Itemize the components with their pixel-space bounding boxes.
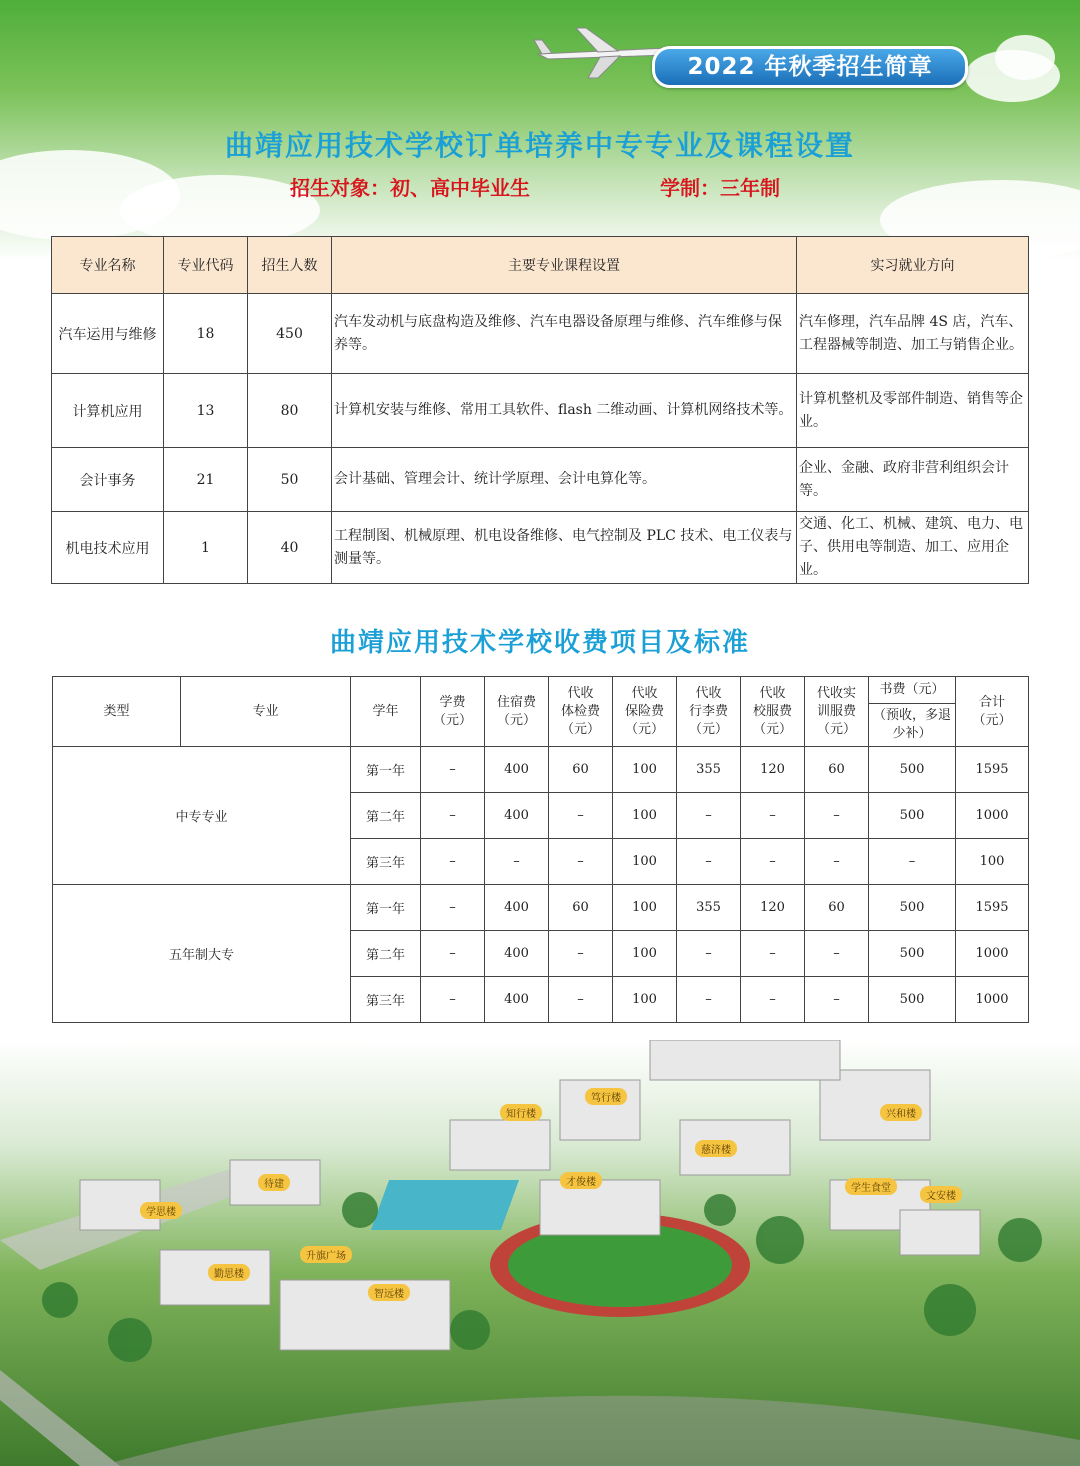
fee-dorm: 400 <box>485 747 549 793</box>
table-row <box>53 885 1029 931</box>
fee-group-label: 五年制大专 <box>53 885 351 1023</box>
fee-uniform: – <box>741 793 805 839</box>
fee-insurance: 100 <box>613 977 677 1023</box>
fee-training: – <box>805 977 869 1023</box>
major-jobs: 企业、金融、政府非营利组织会计等。 <box>797 448 1029 512</box>
fee-uniform: – <box>741 977 805 1023</box>
major-name: 会计事务 <box>52 448 164 512</box>
fee-luggage: 355 <box>677 747 741 793</box>
header-enrollment: 招生人数 <box>248 237 332 294</box>
fee-total: 1595 <box>956 885 1029 931</box>
major-jobs: 汽车修理，汽车品牌 4S 店，汽车、工程器械等制造、加工与销售企业。 <box>797 294 1029 374</box>
table-row <box>52 374 1029 448</box>
fee-total: 1595 <box>956 747 1029 793</box>
fee-books: 500 <box>869 793 956 839</box>
fee-training: 60 <box>805 747 869 793</box>
fee-insurance: 100 <box>613 747 677 793</box>
major-count: 40 <box>248 512 332 584</box>
fee-books: 500 <box>869 931 956 977</box>
fee-checkup: 60 <box>549 747 613 793</box>
header-type: 类型 <box>53 677 181 747</box>
major-name: 机电技术应用 <box>52 512 164 584</box>
table-row <box>53 747 1029 793</box>
major-courses: 工程制图、机械原理、机电设备维修、电气控制及 PLC 技术、电工仪表与测量等。 <box>332 512 797 584</box>
campus-label: 升旗广场 <box>300 1246 352 1263</box>
header-books: 书费（元） （预收，多退 少补） <box>869 677 956 747</box>
campus-label: 兴和楼 <box>880 1104 922 1121</box>
fee-luggage: – <box>677 931 741 977</box>
fee-tuition: – <box>421 793 485 839</box>
fee-insurance: 100 <box>613 793 677 839</box>
campus-label: 才俊楼 <box>560 1172 602 1189</box>
fee-checkup: – <box>549 839 613 885</box>
fee-dorm: 400 <box>485 977 549 1023</box>
header-major-code: 专业代码 <box>164 237 248 294</box>
campus-label: 知行楼 <box>500 1104 542 1121</box>
fee-total: 100 <box>956 839 1029 885</box>
fee-dorm: 400 <box>485 793 549 839</box>
fee-books: 500 <box>869 885 956 931</box>
fee-dorm: 400 <box>485 931 549 977</box>
fee-luggage: – <box>677 839 741 885</box>
major-code: 18 <box>164 294 248 374</box>
major-jobs: 计算机整机及零部件制造、销售等企业。 <box>797 374 1029 448</box>
header-checkup: 代收 体检费 （元） <box>549 677 613 747</box>
header-employment: 实习就业方向 <box>797 237 1029 294</box>
cloud <box>995 35 1055 80</box>
fees-table <box>52 676 1029 1023</box>
fee-year: 第一年 <box>351 885 421 931</box>
major-count: 80 <box>248 374 332 448</box>
fee-checkup: – <box>549 793 613 839</box>
fee-training: – <box>805 839 869 885</box>
school-system: 学制：三年制 <box>660 176 780 200</box>
fee-luggage: – <box>677 977 741 1023</box>
major-count: 450 <box>248 294 332 374</box>
major-code: 1 <box>164 512 248 584</box>
fee-tuition: – <box>421 839 485 885</box>
header-major: 专业 <box>181 677 351 747</box>
fee-training: 60 <box>805 885 869 931</box>
campus-label: 学思楼 <box>140 1202 182 1219</box>
fee-year: 第一年 <box>351 747 421 793</box>
fees-header-row <box>53 677 1029 747</box>
major-jobs: 交通、化工、机械、建筑、电力、电子、供用电等制造、加工、应用企业。 <box>797 512 1029 584</box>
recruitment-badge: 2022 年秋季招生简章 <box>652 46 968 88</box>
fee-group-label: 中专专业 <box>53 747 351 885</box>
fee-dorm: – <box>485 839 549 885</box>
campus-label: 勤思楼 <box>208 1264 250 1281</box>
header-courses: 主要专业课程设置 <box>332 237 797 294</box>
campus-label: 笃行楼 <box>585 1088 627 1105</box>
fee-year: 第三年 <box>351 839 421 885</box>
fee-total: 1000 <box>956 977 1029 1023</box>
fee-tuition: – <box>421 977 485 1023</box>
header-year: 学年 <box>351 677 421 747</box>
fee-total: 1000 <box>956 793 1029 839</box>
fee-insurance: 100 <box>613 931 677 977</box>
fee-uniform: 120 <box>741 885 805 931</box>
header-total: 合计 （元） <box>956 677 1029 747</box>
fee-insurance: 100 <box>613 885 677 931</box>
fee-checkup: – <box>549 977 613 1023</box>
header-training: 代收实 训服费 （元） <box>805 677 869 747</box>
header-uniform: 代收 校服费 （元） <box>741 677 805 747</box>
major-courses: 会计基础、管理会计、统计学原理、会计电算化等。 <box>332 448 797 512</box>
table-row <box>52 512 1029 584</box>
fee-books: – <box>869 839 956 885</box>
fee-luggage: 355 <box>677 885 741 931</box>
header-dorm: 住宿费 （元） <box>485 677 549 747</box>
fee-uniform: 120 <box>741 747 805 793</box>
header-insurance: 代收 保险费 （元） <box>613 677 677 747</box>
major-name: 汽车运用与维修 <box>52 294 164 374</box>
fees-title: 曲靖应用技术学校收费项目及标准 <box>329 628 750 658</box>
page-title: 曲靖应用技术学校订单培养中专专业及课程设置 <box>224 129 855 162</box>
campus-label: 智远楼 <box>368 1284 410 1301</box>
majors-table <box>51 236 1029 584</box>
fee-training: – <box>805 931 869 977</box>
campus-label: 学生食堂 <box>845 1178 897 1195</box>
fee-year: 第二年 <box>351 793 421 839</box>
fee-books: 500 <box>869 977 956 1023</box>
major-count: 50 <box>248 448 332 512</box>
fee-luggage: – <box>677 793 741 839</box>
fee-uniform: – <box>741 839 805 885</box>
fee-insurance: 100 <box>613 839 677 885</box>
table-header-row <box>52 237 1029 294</box>
fee-uniform: – <box>741 931 805 977</box>
fee-checkup: 60 <box>549 885 613 931</box>
table-row <box>52 294 1029 374</box>
table-row <box>52 448 1029 512</box>
header-tuition: 学费 （元） <box>421 677 485 747</box>
fee-tuition: – <box>421 931 485 977</box>
fee-tuition: – <box>421 885 485 931</box>
major-courses: 汽车发动机与底盘构造及维修、汽车电器设备原理与维修、汽车维修与保养等。 <box>332 294 797 374</box>
major-courses: 计算机安装与维修、常用工具软件、flash 二维动画、计算机网络技术等。 <box>332 374 797 448</box>
fee-training: – <box>805 793 869 839</box>
campus-label: 待建 <box>258 1174 290 1191</box>
campus-aerial-illustration <box>0 1040 1080 1466</box>
fee-total: 1000 <box>956 931 1029 977</box>
major-name: 计算机应用 <box>52 374 164 448</box>
campus-label: 文安楼 <box>920 1186 962 1203</box>
major-code: 21 <box>164 448 248 512</box>
fee-books: 500 <box>869 747 956 793</box>
major-code: 13 <box>164 374 248 448</box>
enrollment-target: 招生对象：初、高中毕业生 <box>290 176 530 200</box>
fee-tuition: – <box>421 747 485 793</box>
fee-year: 第二年 <box>351 931 421 977</box>
header-major-name: 专业名称 <box>52 237 164 294</box>
fee-dorm: 400 <box>485 885 549 931</box>
campus-label: 慈济楼 <box>695 1140 737 1157</box>
fee-year: 第三年 <box>351 977 421 1023</box>
fee-checkup: – <box>549 931 613 977</box>
header-luggage: 代收 行李费 （元） <box>677 677 741 747</box>
